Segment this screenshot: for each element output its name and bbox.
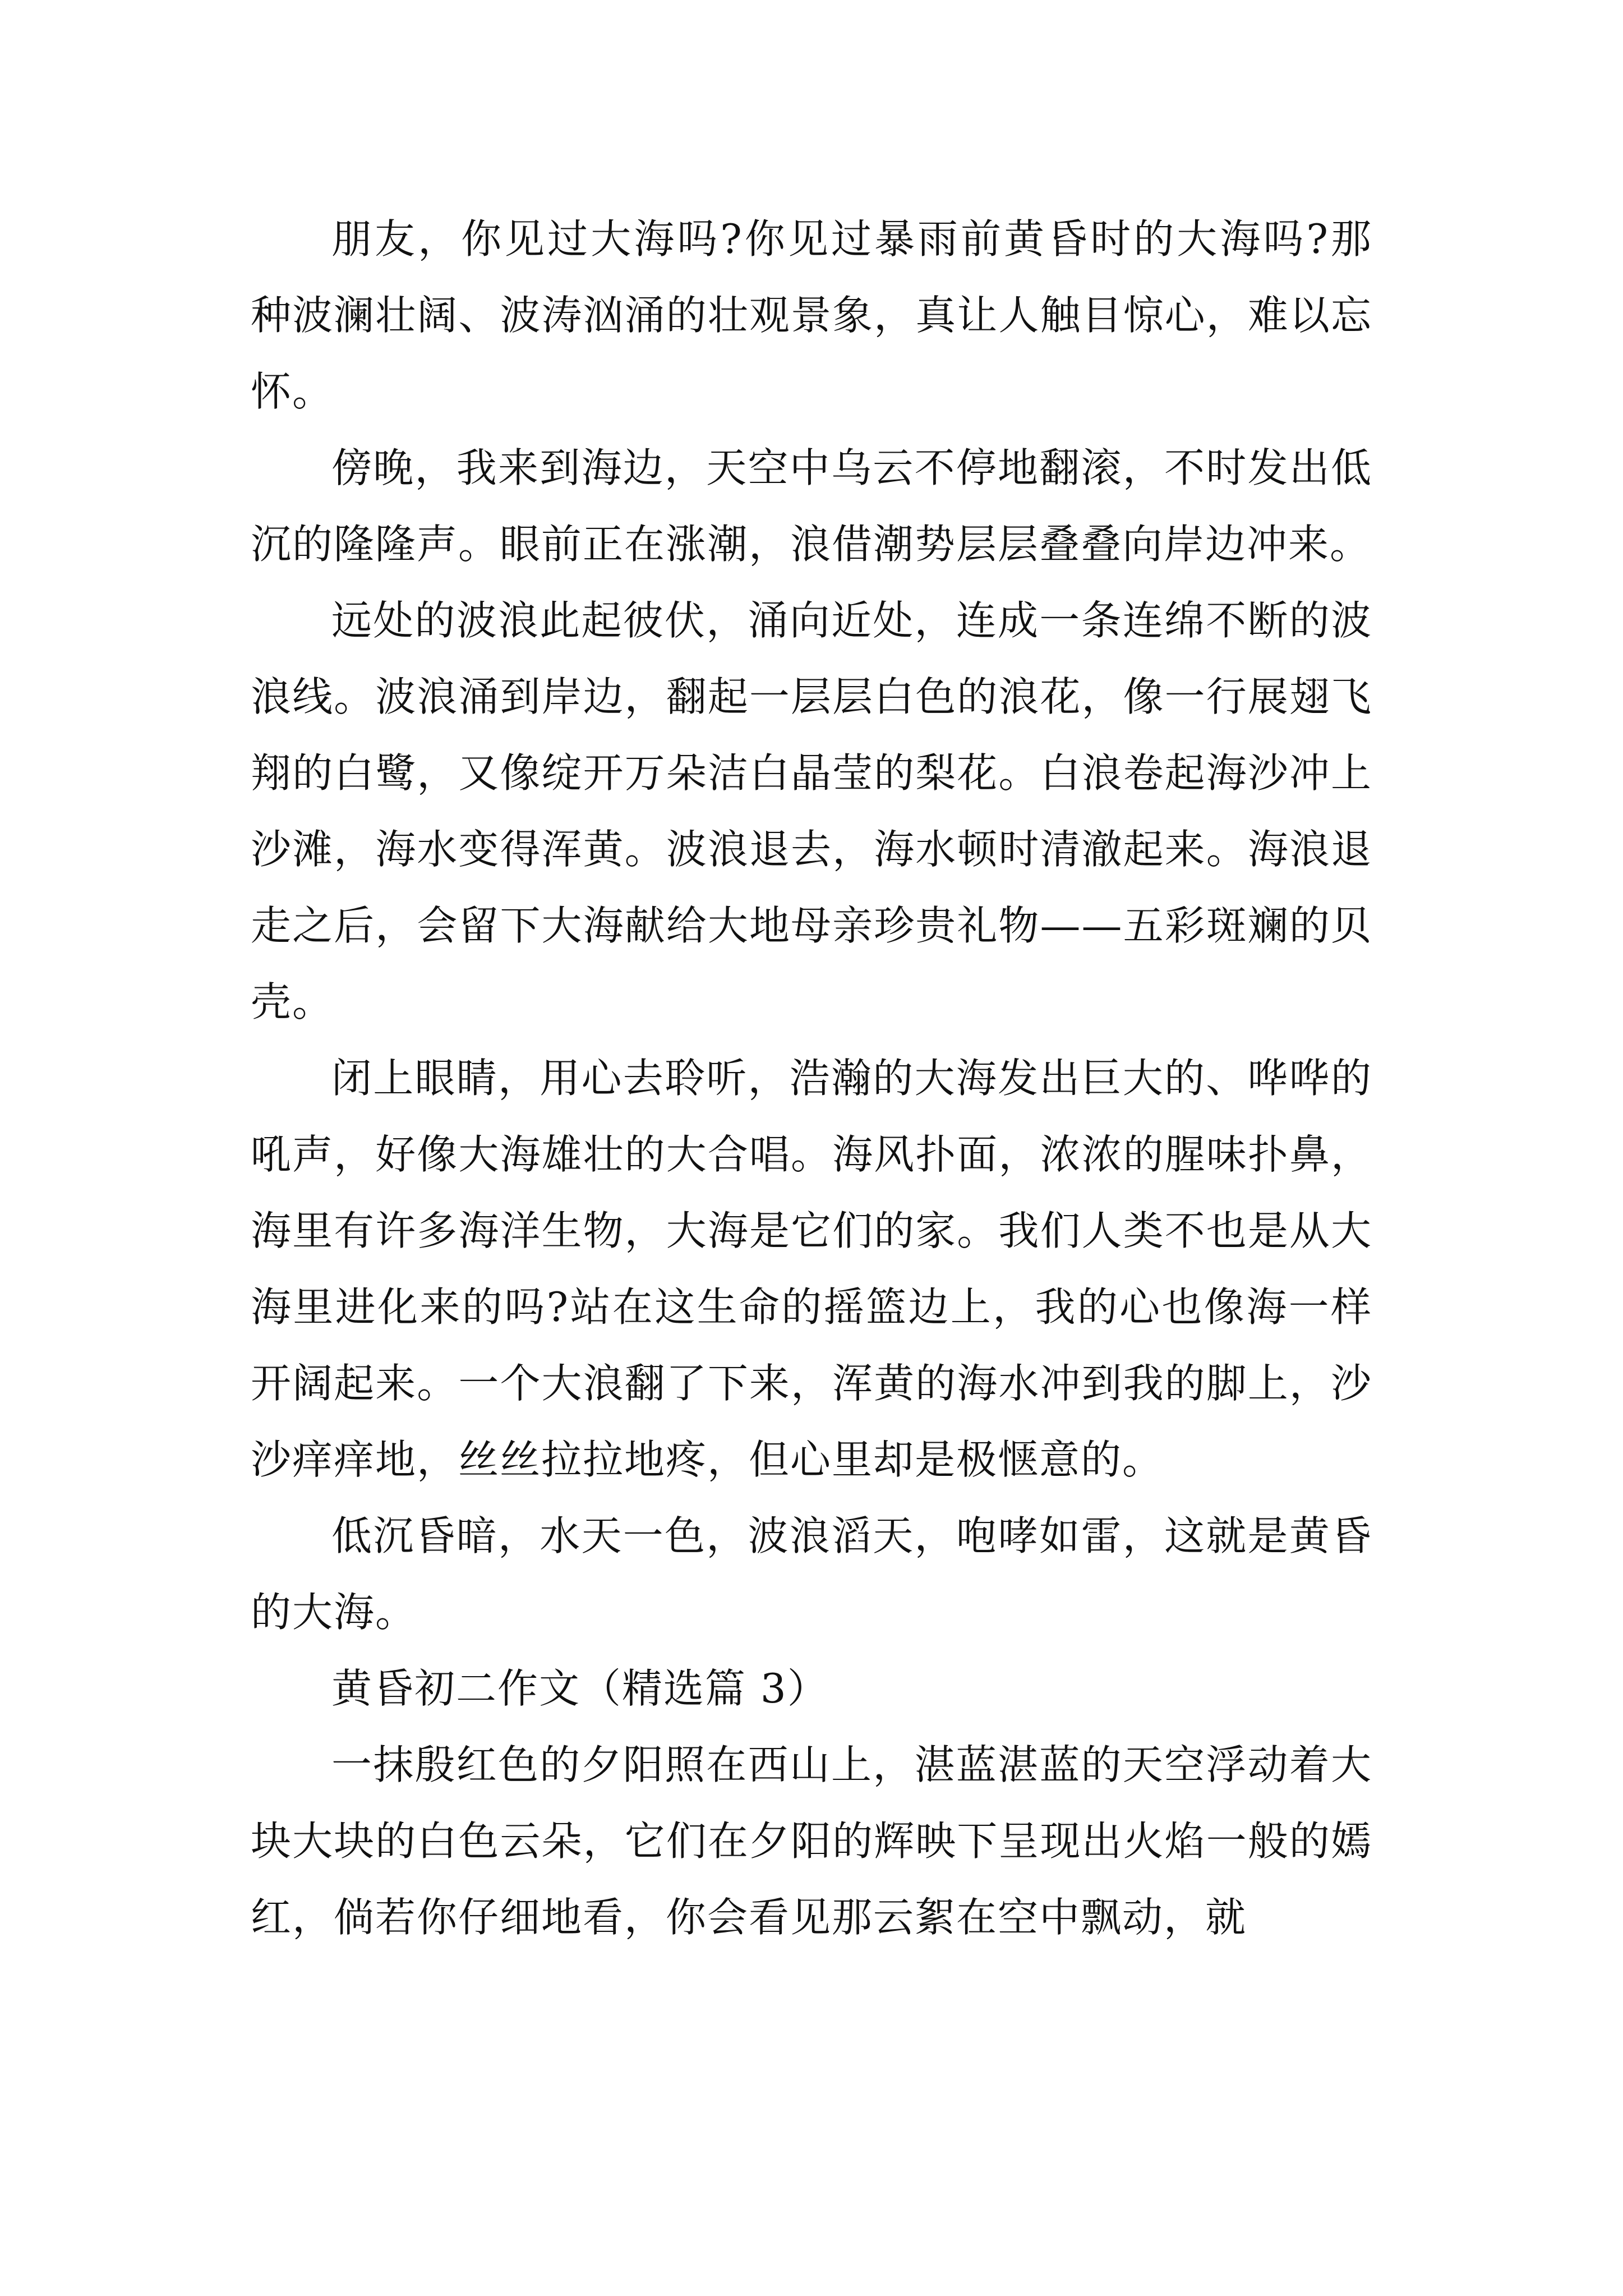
document-body	[251, 201, 1372, 1955]
paragraph-3: 远处的波浪此起彼伏，涌向近处，连成一条连绵不断的波浪线。波浪涌到岸边，翻起一层层白色的浪花，像一行展翅飞翔的白鹭，又像绽开万朵洁白晶莹的梨花。白浪卷起海沙冲上沙滩，海水变得浑黄。波浪退去，海水顿时清澈起来。海浪退走之后，会留下大海献给大地母亲珍贵礼物——五彩斑斓的贝壳。	[251, 597, 1372, 1025]
paragraph-6: 一抹殷红色的夕阳照在西山上，湛蓝湛蓝的天空浮动着大块大块的白色云朵，它们在夕阳的辉映下呈现出火焰一般的嫣红，倘若你仔细地看，你会看见那云絮在空中飘动，就	[251, 1741, 1372, 1941]
paragraph-2: 傍晚，我来到海边，天空中乌云不停地翻滚，不时发出低沉的隆隆声。眼前正在涨潮，浪借潮势层层叠叠向岸边冲来。	[251, 444, 1372, 568]
paragraph-4: 闭上眼睛，用心去聆听，浩瀚的大海发出巨大的、哗哗的吼声，好像大海雄壮的大合唱。海风扑面，浓浓的腥味扑鼻，海里有许多海洋生物，大海是它们的家。我们人类不也是从大海里进化来的吗?站在这生命的摇篮边上，我的心也像海一样开阔起来。一个大浪翻了下来，浑黄的海水冲到我的脚上，沙沙痒痒地，丝丝拉拉地疼，但心里却是极惬意的。	[251, 1055, 1372, 1483]
paragraph-1: 朋友，你见过大海吗?你见过暴雨前黄昏时的大海吗?那种波澜壮阔、波涛汹涌的壮观景象，真让人触目惊心，难以忘怀。	[251, 215, 1372, 415]
section-heading: 黄昏初二作文（精选篇 3）	[331, 1665, 829, 1712]
paragraph-5: 低沉昏暗，水天一色，波浪滔天，咆哮如雷，这就是黄昏的大海。	[251, 1512, 1372, 1636]
